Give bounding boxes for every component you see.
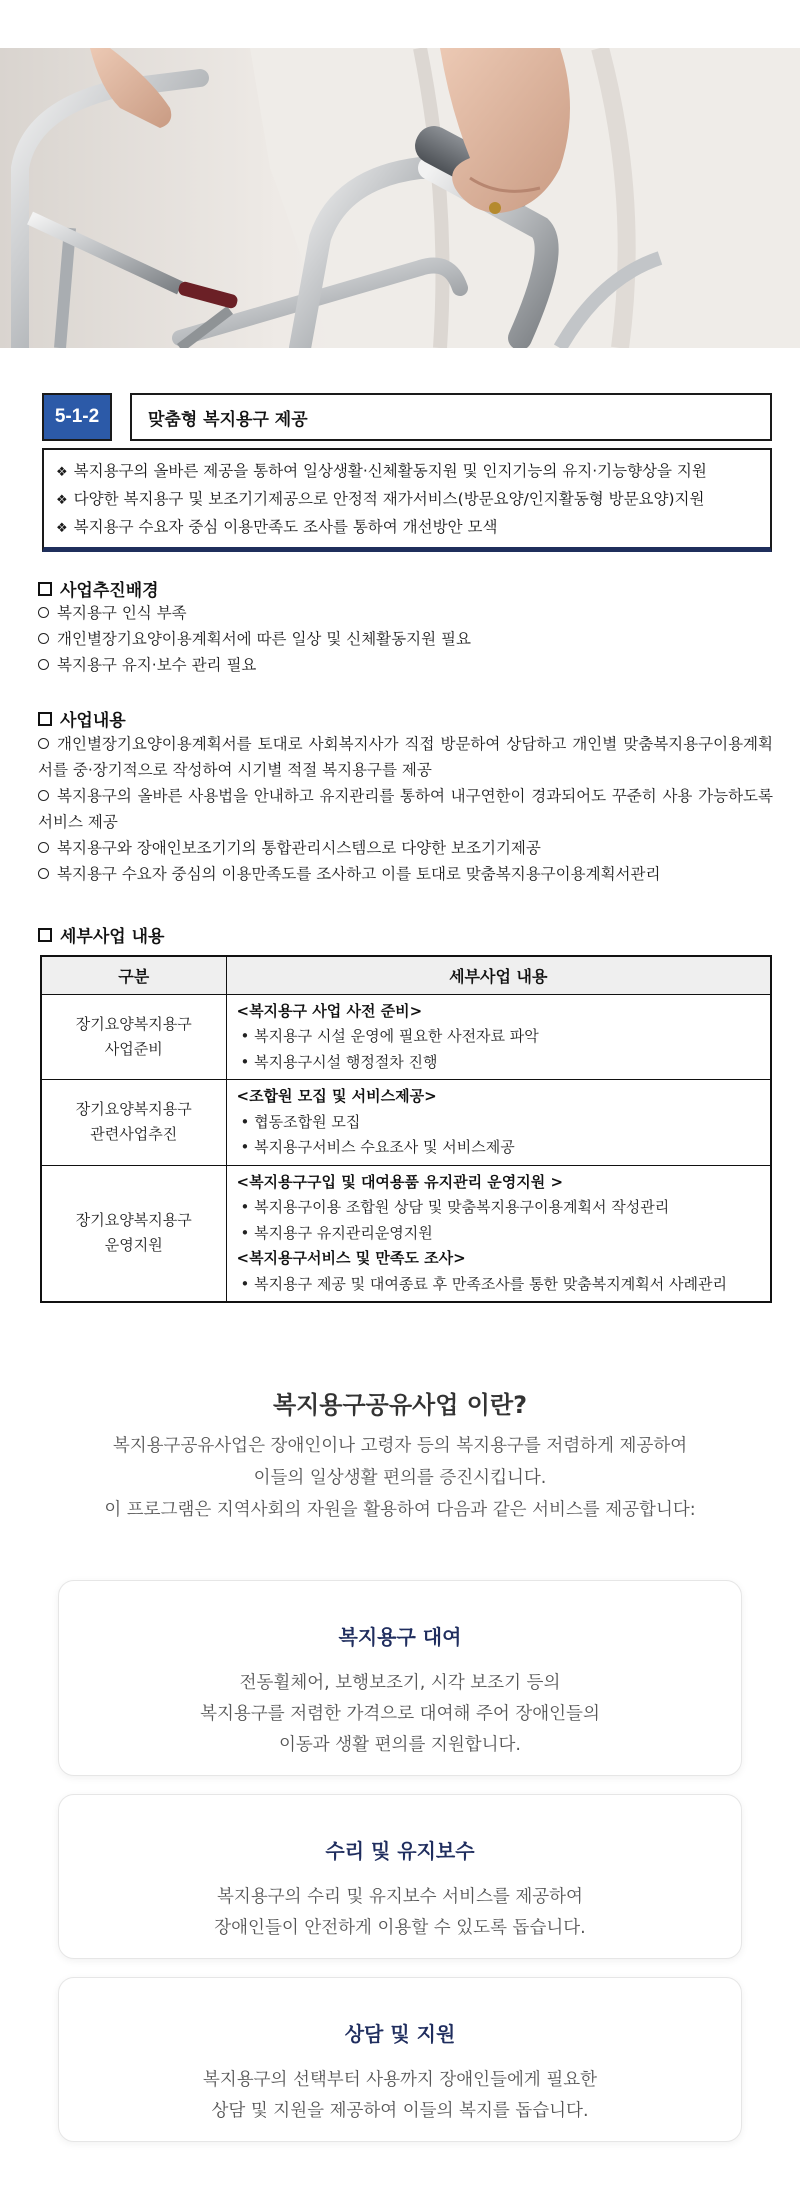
list-item: 복지용구의 올바른 사용법을 안내하고 유지관리를 통하여 내구연한이 경과되어도 꾸준히 사용 가능하도록 서비스 제공	[38, 787, 773, 831]
diamond-bullet-icon: ❖	[56, 465, 68, 480]
diamond-bullet-icon: ❖	[56, 493, 68, 508]
section-title: 맞춤형 복지용구 제공	[130, 393, 772, 441]
goals-box	[42, 448, 772, 552]
background-heading: 사업추진배경	[38, 576, 159, 601]
service-card-repair	[58, 1794, 742, 1959]
details-heading: 세부사업 내용	[38, 922, 164, 947]
background-list	[38, 600, 773, 678]
square-bullet-icon	[38, 582, 52, 596]
circle-bullet-icon	[38, 659, 49, 670]
table-header-row	[41, 956, 771, 994]
details-table	[40, 955, 772, 1303]
diamond-bullet-icon: ❖	[56, 521, 68, 536]
section-header	[42, 393, 772, 441]
list-item: 복지용구 유지·보수 관리 필요	[38, 652, 773, 678]
category-cell: 장기요양복지용구 관련사업추진	[41, 1080, 226, 1166]
walker-illustration	[0, 48, 800, 348]
circle-bullet-icon	[38, 842, 49, 853]
card-text: 전동휠체어, 보행보조기, 시각 보조기 등의 복지용구를 저렴한 가격으로 대여해 주어 장애인들의 이동과 생활 편의를 지원합니다.	[200, 1673, 600, 1755]
content-cell: <복지용구구입 및 대여용품 유지관리 운영지원 > • 복지용구이용 조합원 상담 및 맞춤복지용구이용계획서 작성관리 • 복지용구 유지관리운영지원 <복지용구서비스 및 만족도 조사> • 복지용구 제공 및 대여종료 후 만족조사를 통한 맞춤복지계획서 사례관리	[226, 1165, 771, 1302]
table-row	[41, 994, 771, 1080]
circle-bullet-icon	[38, 868, 49, 879]
card-text: 복지용구의 수리 및 유지보수 서비스를 제공하여 장애인들이 안전하게 이용할 수 있도록 돕습니다.	[214, 1887, 586, 1938]
category-cell: 장기요양복지용구 운영지원	[41, 1165, 226, 1302]
service-card-rental	[58, 1580, 742, 1776]
list-item: 복지용구 수요자 중심의 이용만족도를 조사하고 이를 토대로 맞춤복지용구이용계획서관리	[38, 861, 773, 887]
list-item: 복지용구와 장애인보조기기의 통합관리시스템으로 다양한 보조기기제공	[38, 835, 773, 861]
col-content-header: 세부사업 내용	[226, 956, 771, 994]
col-category-header: 구분	[41, 956, 226, 994]
category-cell: 장기요양복지용구 사업준비	[41, 994, 226, 1080]
goal-item: ❖ 복지용구의 올바른 제공을 통하여 일상생활·신체활동지원 및 인지기능의 유지·기능향상을 지원	[56, 462, 707, 480]
circle-bullet-icon	[38, 738, 49, 749]
list-item: 개인별장기요양이용계획서를 토대로 사회복지사가 직접 방문하여 상담하고 개인별 맞춤복지용구이용계획서를 중·장기적으로 작성하여 시기별 적절 복지용구를 제공	[38, 735, 773, 779]
content-list	[38, 731, 773, 887]
section-number: 5-1-2	[42, 393, 112, 441]
list-item: 복지용구 인식 부족	[38, 600, 773, 626]
card-text: 복지용구의 선택부터 사용까지 장애인들에게 필요한 상담 및 지원을 제공하여 이들의 복지를 돕습니다.	[202, 2070, 598, 2121]
goal-item: ❖ 다양한 복지용구 및 보조기기제공으로 안정적 재가서비스(방문요양/인지활동형 방문요양)지원	[56, 490, 705, 508]
square-bullet-icon	[38, 712, 52, 726]
list-item: 개인별장기요양이용계획서에 따른 일상 및 신체활동지원 필요	[38, 626, 773, 652]
intro-text: 복지용구공유사업은 장애인이나 고령자 등의 복지용구를 저렴하게 제공하여 이들의 일상생활 편의를 증진시킵니다. 이 프로그램은 지역사회의 자원을 활용하여 다음과 같은 서비스를 제공합니다:	[104, 1436, 696, 1520]
hero-walker-photo	[0, 48, 800, 348]
circle-bullet-icon	[38, 607, 49, 618]
card-title: 복지용구 대여	[338, 1625, 462, 1649]
table-row	[41, 1165, 771, 1302]
table-row	[41, 1080, 771, 1166]
service-card-consulting	[58, 1977, 742, 2142]
content-cell: <조합원 모집 및 서비스제공> • 협동조합원 모집 • 복지용구서비스 수요조사 및 서비스제공	[226, 1080, 771, 1166]
circle-bullet-icon	[38, 633, 49, 644]
circle-bullet-icon	[38, 790, 49, 801]
card-title: 상담 및 지원	[344, 2022, 456, 2046]
goal-item: ❖ 복지용구 수요자 중심 이용만족도 조사를 통하여 개선방안 모색	[56, 518, 498, 536]
card-title: 수리 및 유지보수	[325, 1839, 475, 1863]
intro-title: 복지용구공유사업 이란?	[272, 1391, 528, 1419]
content-heading: 사업내용	[38, 706, 126, 731]
content-cell: <복지용구 사업 사전 준비> • 복지용구 시설 운영에 필요한 사전자료 파악 • 복지용구시설 행정절차 진행	[226, 994, 771, 1080]
square-bullet-icon	[38, 928, 52, 942]
